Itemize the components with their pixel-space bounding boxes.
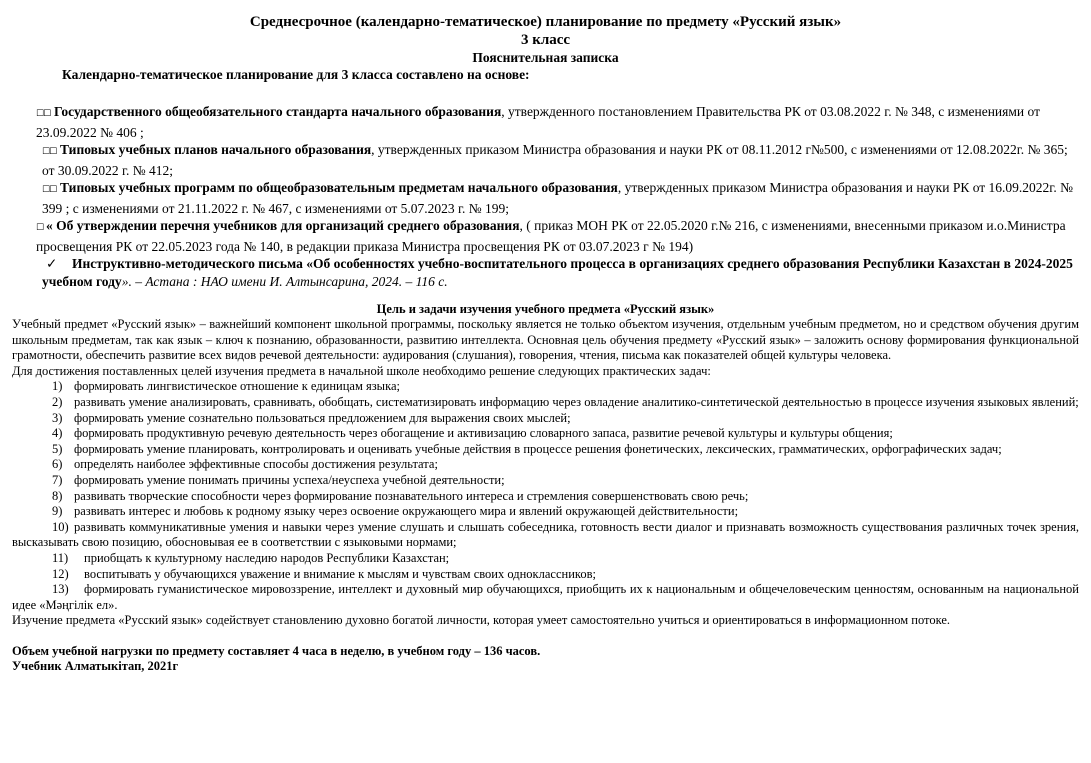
task-item: 9) развивать интерес и любовь к родному языку через освоение окружающего мира и явлений окружающей действительности; — [52, 504, 739, 519]
intro-text: Календарно-тематическое планирование для 3 класса составлено на основе: — [62, 67, 530, 82]
task-item: 1) формировать лингвистическое отношение к единицам языка; — [52, 379, 400, 394]
checkmark-icon: ✓ — [46, 256, 58, 271]
task-item: 7) формировать умение понимать причины успеха/неуспеха учебной деятельности; — [52, 472, 505, 487]
basis-item-textbooks: ☐ « Об утверждении перечня учебников для организаций среднего образования, ( приказ МОН РК от 22.05.2020 г.№ 216, с изменениями, внесенными приказом и.о.Министра просвещения РК от 22.05.2023 года № 140, в редакции приказа Министра просвещения РК от 03.07.2023 г № 194) — [36, 218, 1066, 254]
task-item: 11) приобщать к культурному наследию народов Республики Казахстан; — [52, 550, 450, 565]
task-item: 4) формировать продуктивную речевую деятельность через обогащение и активизацию словарного запаса, развитие речевой культуры и культуры общения; — [52, 426, 893, 441]
goals-paragraph: Учебный предмет «Русский язык» – важнейший компонент школьной программы, поскольку является не только объектом изучения, отдельным учебным предметом, но и средством обучения другим школьным предметам, так как язык – ключ к познанию, образованности, развитию интеллекта. Основная цель обучения предмету «Русский язык» – заложить основу формирования функциональной грамотности, обеспечить развитие всех видов речевой деятельности: аудирования (слушания), говорения, чтения, письма как показателей общей культуры человека. — [12, 317, 1079, 363]
task-item: 6) определять наиболее эффективные способы достижения результата; — [52, 457, 438, 472]
textbook-statement: Учебник Алматыкітап, 2021г — [12, 659, 179, 674]
checkbox-placeholder-icon: ☐☐ — [42, 185, 57, 195]
task-item: 2) развивать умение анализировать, сравнивать, обобщать, систематизировать информацию через овладение аналитико-синтетической деятельностью в процессе изучения языковых явлений; — [52, 394, 1079, 409]
task-item: 5) формировать умение планировать, контролировать и оценивать учебные действия в процессе решения фонетических, лексических, грамматических, орфографических задач; — [52, 441, 1002, 456]
tasks-lead: Для достижения поставленных целей изучения предмета в начальной школе необходимо решение следующих практических задач: — [12, 363, 711, 378]
grade-heading: 3 класс — [520, 32, 571, 48]
checkbox-placeholder-icon: ☐ — [36, 223, 44, 233]
task-item: 13) формировать гуманистическое мировоззрение, интеллект и духовный мир обучающихся, приобщить их к национальным и общечеловеческим ценностям, основанным на национальной идее «Мәңгілік ел». — [12, 582, 1079, 612]
basis-list — [12, 103, 1079, 290]
basis-item-standard: ☐☐ Государственного общеобязательного стандарта начального образования, утвержденного постановлением Правительства РК от 03.08.2022 г. № 348, с изменениями от 23.09.2022 № 406 ; — [36, 104, 1040, 140]
task-item: 10) развивать коммуникативные умения и навыки через умение слушать и слышать собеседника, готовность вести диалог и признавать возможность существования различных точек зрения, высказывать свою позицию, обосновывая ее в соответствии с языковыми нормами; — [12, 519, 1079, 550]
task-item: 3) формировать умение сознательно пользоваться предложением для выражения своих мыслей; — [52, 410, 571, 425]
basis-item-programs: ☐☐ Типовых учебных программ по общеобразовательным предметам начального образования, утвержденных приказом Министра образования и науки РК от 16.09.2022г. № 399 ; с изменениями от 21.11.2022 г. № 467, с изменениями от 5.07.2023 г. № 199; — [42, 180, 1073, 216]
tasks-list — [12, 379, 1079, 613]
goals-title: Цель и задачи изучения учебного предмета «Русский язык» — [376, 302, 715, 316]
task-item: 12) воспитывать у обучающихся уважение и внимание к мыслям и чувствам своих одноклассников; — [52, 566, 596, 581]
checkbox-placeholder-icon: ☐☐ — [42, 147, 57, 157]
basis-item-plans: ☐☐ Типовых учебных планов начального образования, утвержденных приказом Министра образования и науки РК от 08.11.2012 г№500, с изменениями от 12.08.2022г. № 365; от 30.09.2022 г. № 412; — [42, 142, 1068, 178]
workload-statement: Объем учебной нагрузки по предмету составляет 4 часа в неделю, в учебном году – 136 часов. — [12, 643, 541, 658]
note-title: Пояснительная записка — [472, 50, 619, 65]
checkbox-placeholder-icon: ☐☐ — [36, 109, 51, 119]
task-item: 8) развивать творческие способности через формирование познавательного интереса и стремления совершенствовать свою речь; — [52, 488, 749, 503]
document-title: Среднесрочное (календарно-тематическое) планирование по предмету «Русский язык» — [249, 14, 842, 30]
closing-paragraph: Изучение предмета «Русский язык» содействует становлению духовно богатой личности, которая умеет самостоятельно учиться и ориентироваться в информационном потоке. — [12, 613, 951, 628]
basis-item-letter: ✓ Инструктивно-методического письма «Об особенностях учебно-воспитательного процесса в организациях среднего образования Республики Казахстан в 2024-2025 учебном году». – Астана : НАО имени И. Алтынсарина, 2024. – 116 с. — [42, 256, 1073, 289]
